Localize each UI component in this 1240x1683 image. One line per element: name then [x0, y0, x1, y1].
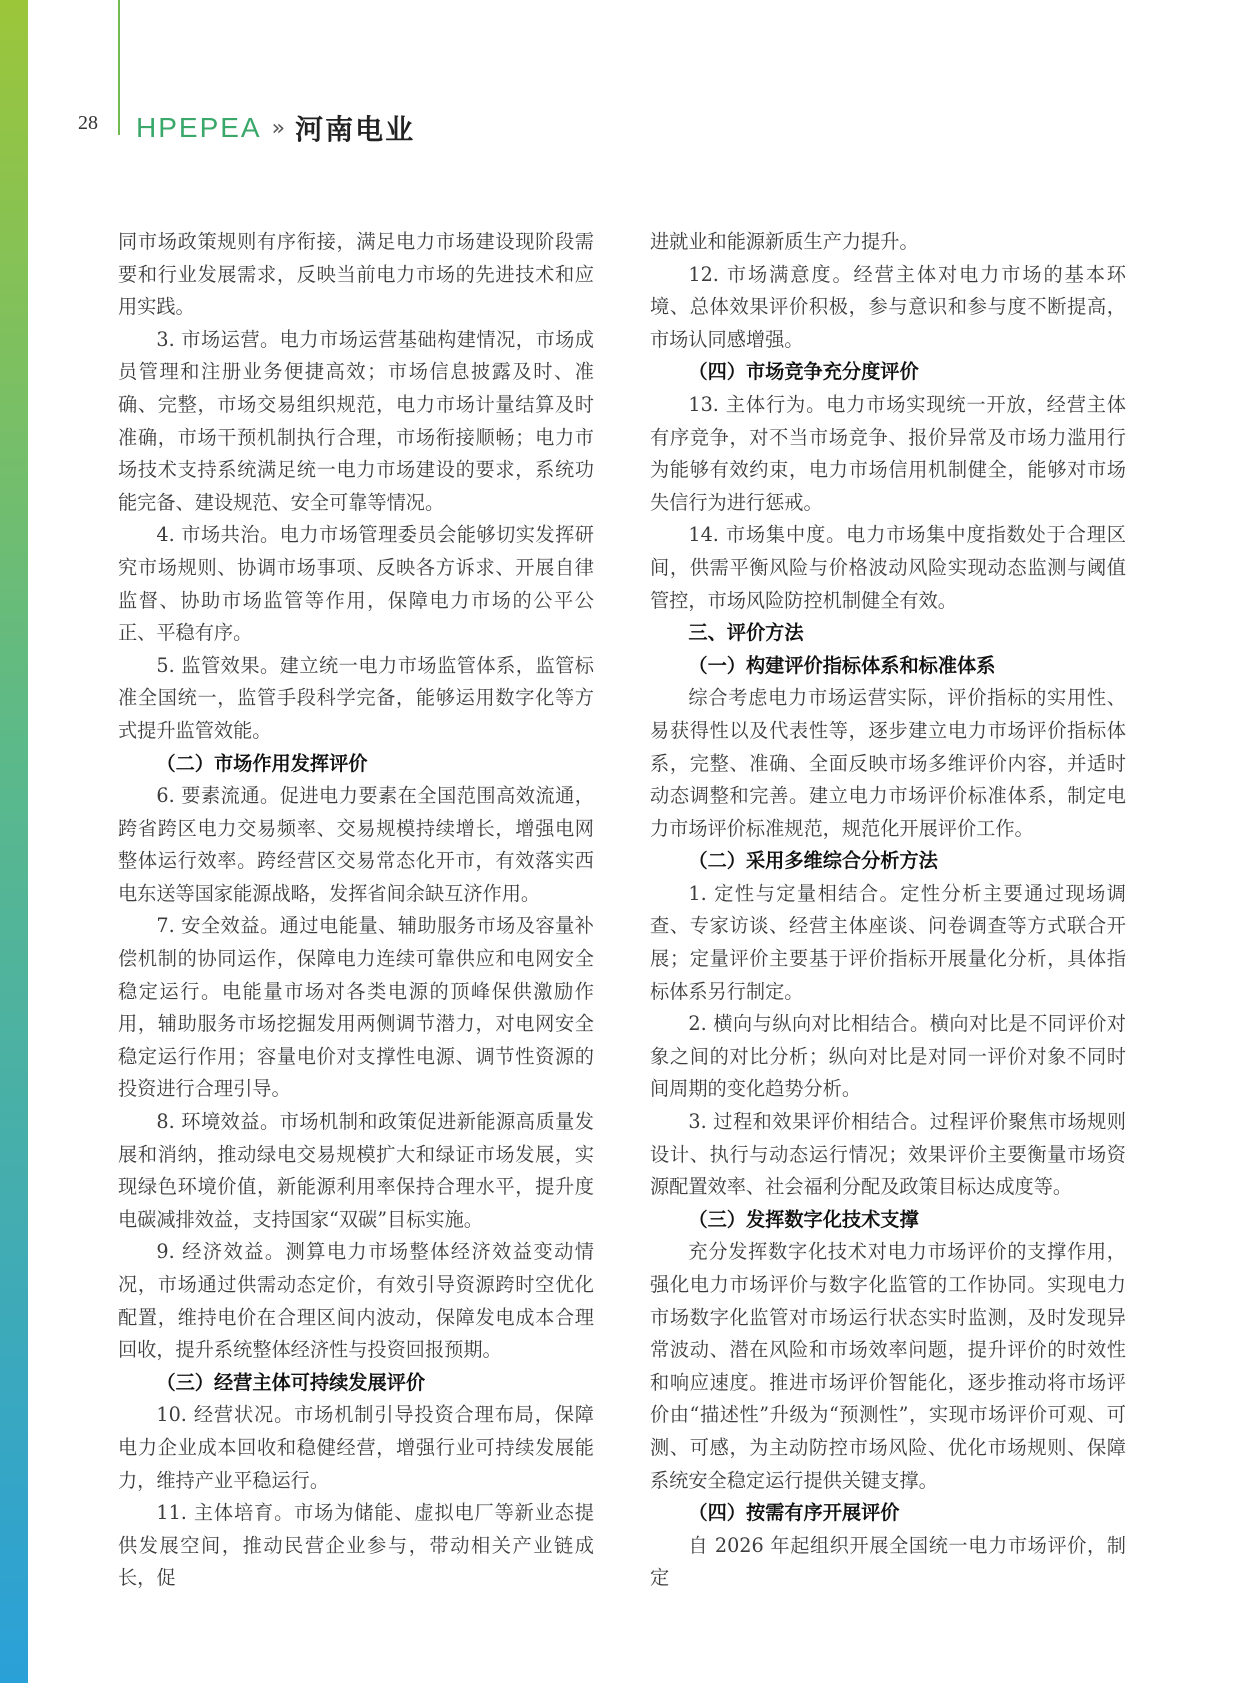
page-number: 28 — [78, 112, 98, 134]
paragraph: 10. 经营状况。市场机制引导投资合理布局，保障电力企业成本回收和稳健经营，增强行业可持续发展能力，维持产业平稳运行。 — [118, 1403, 594, 1492]
right-text-column — [650, 226, 1126, 1595]
section-heading: （二）采用多维综合分析方法 — [688, 849, 938, 873]
logo-separator: » — [271, 115, 286, 141]
section-heading: （四）市场竞争充分度评价 — [688, 360, 919, 384]
paragraph: 14. 市场集中度。电力市场集中度指数处于合理区间，供需平衡风险与价格波动风险实现动态监测与阈值管控，市场风险防控机制健全有效。 — [650, 523, 1126, 612]
side-color-bar — [0, 0, 28, 1683]
section-heading: （三）经营主体可持续发展评价 — [156, 1370, 426, 1394]
paragraph: 3. 过程和效果评价相结合。过程评价聚焦市场规则设计、执行与动态运行情况；效果评价主要衡量市场资源配置效率、社会福利分配及政策目标达成度等。 — [650, 1110, 1126, 1199]
paragraph: 6. 要素流通。促进电力要素在全国范围高效流通，跨省跨区电力交易频率、交易规模持续增长，增强电网整体运行效率。跨经营区交易常态化开市，有效落实西电东送等国家能源战略，发挥省间余缺互济作用。 — [118, 784, 594, 905]
paragraph: 11. 主体培育。市场为储能、虚拟电厂等新业态提供发展空间，推动民营企业参与，带动相关产业链成长，促 — [118, 1501, 594, 1590]
logo-chinese-text: 河南电业 — [295, 113, 416, 146]
paragraph: 4. 市场共治。电力市场管理委员会能够切实发挥研究市场规则、协调市场事项、反映各方诉求、开展自律监督、协助市场监管等作用，保障电力市场的公平公正、平稳有序。 — [118, 523, 594, 645]
paragraph: 13. 主体行为。电力市场实现统一开放，经营主体有序竞争，对不当市场竞争、报价异常及市场力滥用行为能够有效约束，电力市场信用机制健全，能够对市场失信行为进行惩戒。 — [650, 392, 1126, 514]
paragraph: 1. 定性与定量相结合。定性分析主要通过现场调查、专家访谈、经营主体座谈、问卷调查等方式联合开展；定量评价主要基于评价指标开展量化分析，具体指标体系另行制定。 — [650, 881, 1126, 1003]
section-heading: （一）构建评价指标体系和标准体系 — [688, 653, 996, 677]
paragraph: 综合考虑电力市场运营实际，评价指标的实用性、易获得性以及代表性等，逐步建立电力市场评价指标体系，完整、准确、全面反映市场多维评价内容，并适时动态调整和完善。建立电力市场评价标准体系，制定电力市场评价标准规范，规范化开展评价工作。 — [650, 686, 1126, 840]
paragraph-continuation: 进就业和能源新质生产力提升。 — [650, 230, 919, 253]
paragraph: 8. 环境效益。市场机制和政策促进新能源高质量发展和消纳，推动绿电交易规模扩大和绿证市场发展，实现绿色环境价值，新能源利用率保持合理水平，提升度电碳减排效益，支持国家“双碳”目标实施。 — [118, 1110, 594, 1231]
section-heading: （二）市场作用发挥评价 — [156, 751, 368, 775]
left-text-column — [118, 226, 594, 1595]
header-divider — [118, 0, 120, 135]
paragraph: 9. 经济效益。测算电力市场整体经济效益变动情况，市场通过供需动态定价，有效引导资源跨时空优化配置，维持电价在合理区间内波动，保障发电成本合理回收，提升系统整体经济性与投资回报预期。 — [118, 1240, 594, 1362]
paragraph: 充分发挥数字化技术对电力市场评价的支撑作用，强化电力市场评价与数字化监管的工作协同。实现电力市场数字化监管对市场运行状态实时监测，及时发现异常波动、潜在风险和市场效率问题，提升评价的时效性和响应速度。推进市场评价智能化，逐步推动将市场评价由“描述性”升级为“预测性”，实现市场评价可观、可测、可感，为主动防控市场风险、优化市场规则、保障系统安全稳定运行提供关键支撑。 — [650, 1240, 1126, 1492]
paragraph: 3. 市场运营。电力市场运营基础构建情况，市场成员管理和注册业务便捷高效；市场信息披露及时、准确、完整，市场交易组织规范，电力市场计量结算及时准确，市场干预机制执行合理，市场衔接顺畅；电力市场技术支持系统满足统一电力市场建设的要求，系统功能完备、建设规范、安全可靠等情况。 — [118, 327, 594, 514]
paragraph: 12. 市场满意度。经营主体对电力市场的基本环境、总体效果评价积极，参与意识和参与度不断提高，市场认同感增强。 — [650, 262, 1126, 351]
logo-latin-text: HPEPEA — [136, 112, 262, 143]
paragraph: 7. 安全效益。通过电能量、辅助服务市场及容量补偿机制的协同运作，保障电力连续可靠供应和电网安全稳定运行。电能量市场对各类电源的顶峰保供激励作用，辅助服务市场挖掘发用两侧调节潜力，对电网安全稳定运行作用；容量电价对支撑性电源、调节性资源的投资进行合理引导。 — [118, 914, 594, 1101]
chapter-heading: 三、评价方法 — [688, 621, 804, 645]
section-heading: （三）发挥数字化技术支撑 — [688, 1207, 919, 1231]
paragraph: 5. 监管效果。建立统一电力市场监管体系，监管标准全国统一，监管手段科学完备，能够运用数字化等方式提升监管效能。 — [118, 653, 594, 742]
magazine-logo — [136, 108, 415, 148]
paragraph: 2. 横向与纵向对比相结合。横向对比是不同评价对象之间的对比分析；纵向对比是对同一评价对象不同时间周期的变化趋势分析。 — [650, 1012, 1126, 1101]
paragraph: 自 2026 年起组织开展全国统一电力市场评价，制定 — [650, 1533, 1126, 1590]
paragraph-continuation: 同市场政策规则有序衔接，满足电力市场建设现阶段需要和行业发展需求，反映当前电力市场的先进技术和应用实践。 — [118, 230, 594, 319]
section-heading: （四）按需有序开展评价 — [688, 1501, 900, 1525]
